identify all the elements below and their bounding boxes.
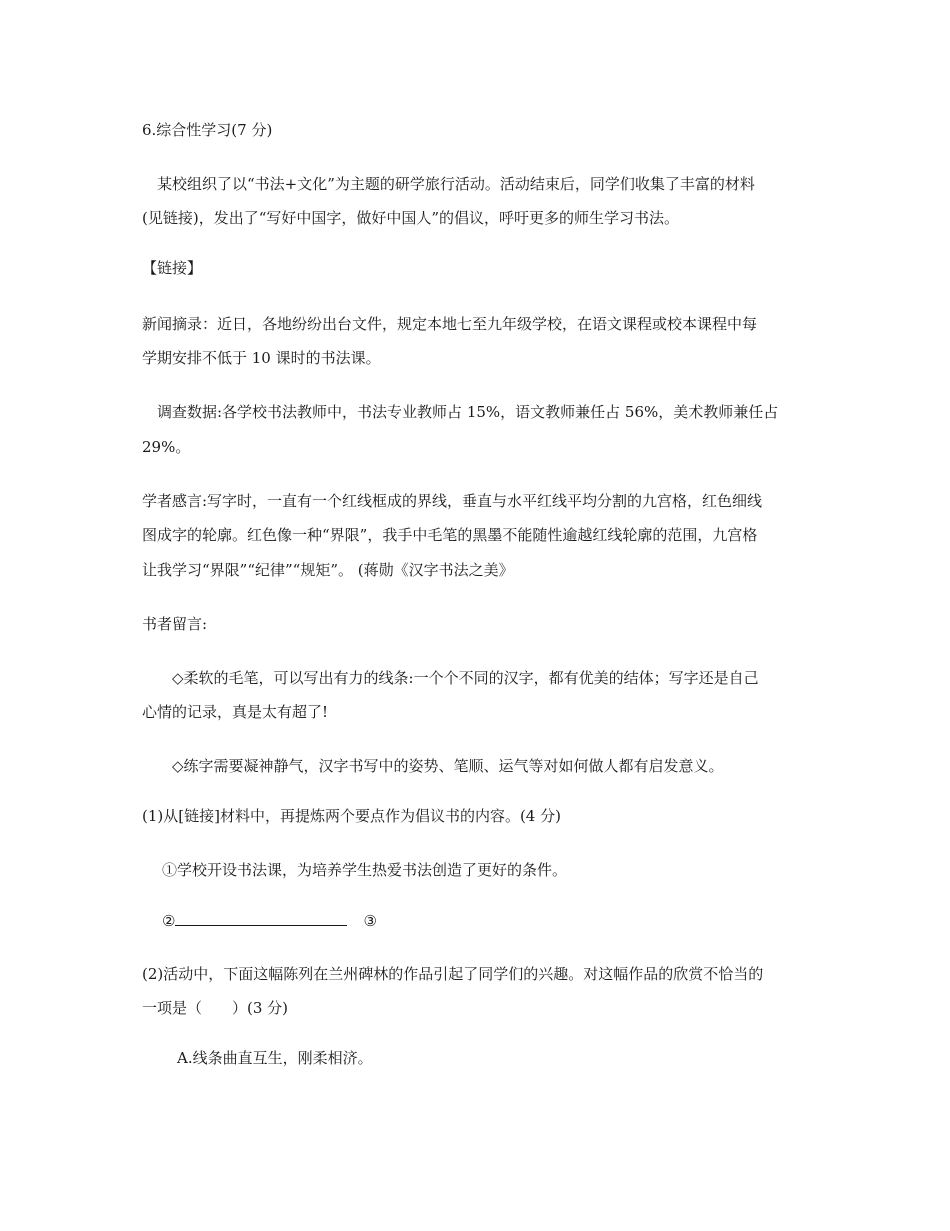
scholar-line-1: 学者感言:写字时，一直有一个红线框成的界线，垂直与水平红线平均分割的九宫格，红色细线 <box>142 492 763 510</box>
scholar-line-2: 图成字的轮廓。红色像一种“界限”，我手中毛笔的黑墨不能随性逾越红线轮廓的范围，九宫格 <box>142 526 758 544</box>
link-title: 【链接】 <box>142 259 203 277</box>
writer-title: 书者留言: <box>142 615 208 633</box>
survey-line-2: 29%。 <box>142 438 191 456</box>
news-line-2: 学期安排不低于 10 课时的书法课。 <box>142 349 381 367</box>
question-heading: 6.综合性学习(7 分) <box>142 121 273 139</box>
q1-point-2-blank[interactable] <box>175 910 347 926</box>
q2-line-1: (2)活动中，下面这幅陈列在兰州碑林的作品引起了同学们的兴趣。对这幅作品的欣赏不恰当的 <box>142 965 764 983</box>
q2-line-2: 一项是（ ）(3 分) <box>142 999 289 1017</box>
scholar-line-3: 让我学习“界限”“纪律”“规矩”。 (蒋勋《汉字书法之美》 <box>142 561 514 579</box>
q1-point-3-label: ③ <box>363 912 377 930</box>
writer-msg-1-line-1: ◇柔软的毛笔，可以写出有力的线条:一个个不同的汉字，都有优美的结体；写字还是自己 <box>172 669 759 687</box>
intro-line-2: (见链接)，发出了“写好中国字，做好中国人”的倡议，呼吁更多的师生学习书法。 <box>142 209 680 227</box>
q2-option-a: A.线条曲直互生，刚柔相济。 <box>177 1049 373 1067</box>
writer-msg-2: ◇练字需要凝神静气，汉字书写中的姿势、笔顺、运气等对如何做人都有启发意义。 <box>172 757 724 775</box>
survey-line-1: 调查数据:各学校书法教师中，书法专业教师占 15%，语文教师兼任占 56%，美术教师兼任占 <box>157 403 779 421</box>
intro-line-1: 某校组织了以“书法+文化”为主题的研学旅行活动。活动结束后，同学们收集了丰富的材料 <box>157 175 755 193</box>
q1-point-1: ①学校开设书法课，为培养学生热爱书法创造了更好的条件。 <box>162 861 568 879</box>
writer-msg-1-line-2: 心情的记录，真是太有超了! <box>142 703 329 721</box>
q1-answer-row <box>162 910 377 931</box>
q1-point-2-label: ② <box>162 912 176 930</box>
q1-prompt: (1)从[链接]材料中，再提炼两个要点作为倡议书的内容。(4 分) <box>142 807 561 825</box>
news-line-1: 新闻摘录：近日，各地纷纷出台文件，规定本地七至九年级学校，在语文课程或校本课程中每 <box>142 315 758 333</box>
